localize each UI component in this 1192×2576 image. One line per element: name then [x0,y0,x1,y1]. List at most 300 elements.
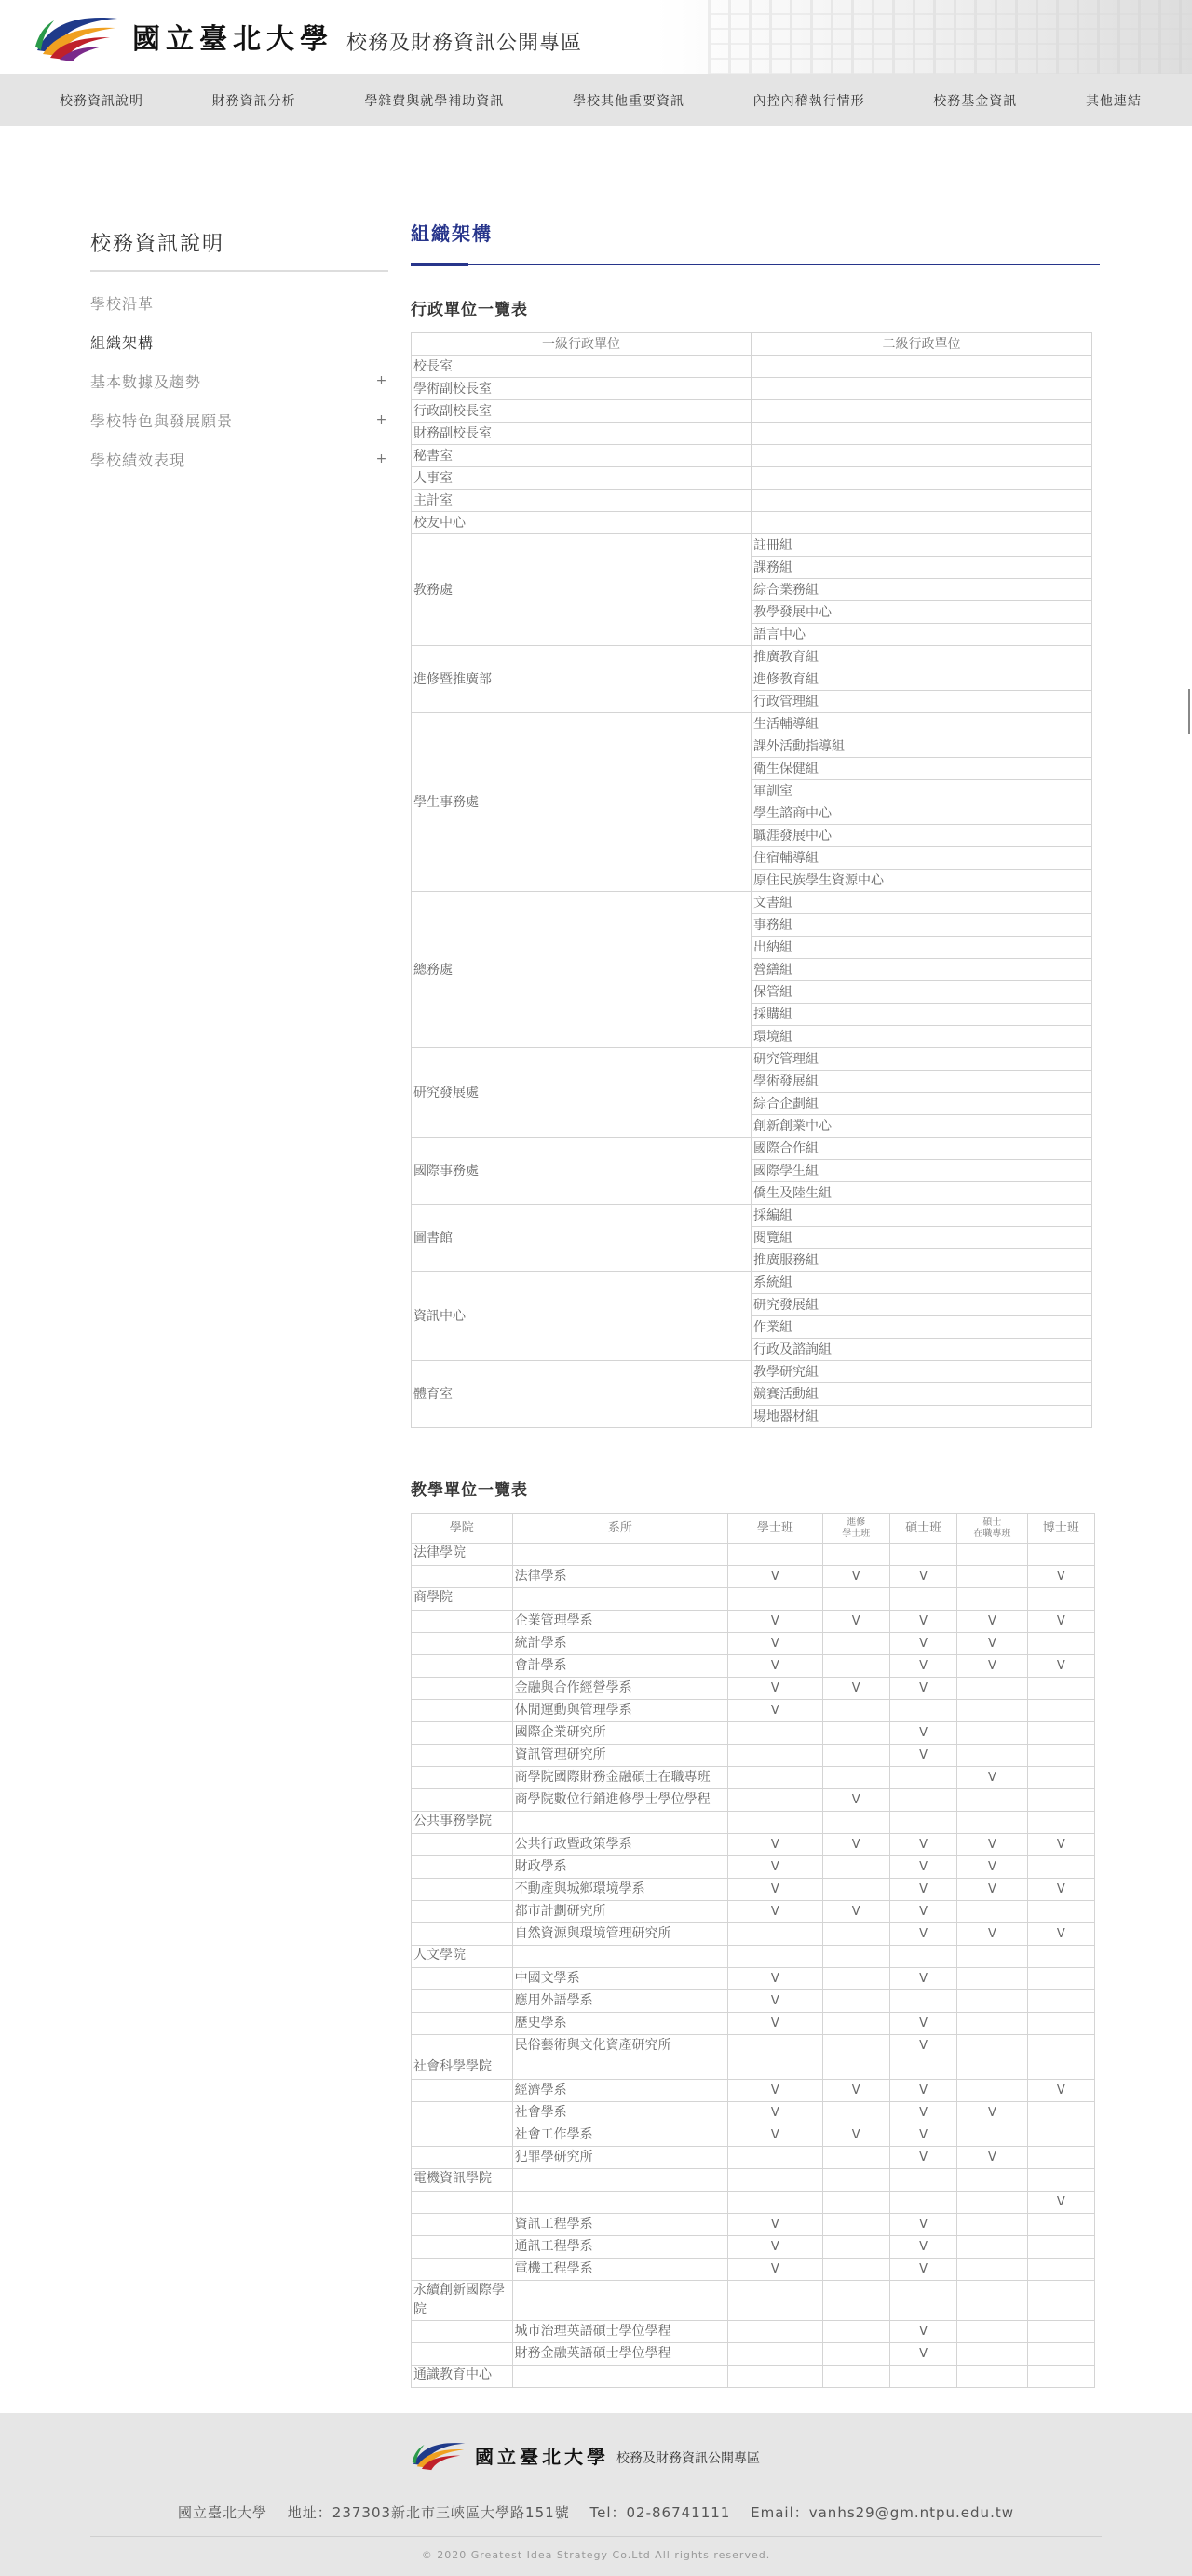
empty-cell [889,2169,956,2192]
empty-cell [412,1655,513,1678]
teaching-units-table [411,1513,1095,2388]
table-row [412,1968,1095,1990]
program-mark-1 [822,1655,889,1678]
admin-unit-name: 學生事務處 [412,713,752,892]
program-mark-3 [957,2343,1027,2366]
program-mark-4 [1027,2343,1094,2366]
college-name: 法律學院 [412,1544,513,1566]
program-mark-3 [957,2321,1027,2343]
program-mark-0 [728,1789,822,1812]
dept-name: 資訊管理研究所 [512,1745,728,1767]
program-mark-2: V [889,2214,956,2236]
admin-subunit-name: 生活輔導組 [752,713,1092,735]
site-footer [0,2413,1192,2576]
dept-name: 自然資源與環境管理研究所 [512,1923,728,1946]
dept-name: 企業管理學系 [512,1611,728,1633]
table-row [412,2102,1095,2124]
program-mark-0 [728,1923,822,1946]
table-row [412,1901,1095,1923]
site-logo[interactable] [32,9,582,63]
teach-header-2: 學士班 [728,1514,822,1544]
table-row [412,1633,1095,1655]
program-mark-3 [957,1678,1027,1700]
empty-cell [412,1767,513,1789]
program-mark-0: V [728,1901,822,1923]
admin-units-table [411,332,1092,1428]
program-mark-4 [1027,2147,1094,2169]
table-row [412,2321,1095,2343]
program-mark-4 [1027,1745,1094,1767]
program-mark-4 [1027,1767,1094,1789]
program-mark-1 [822,1633,889,1655]
empty-cell [412,1611,513,1633]
empty-cell [412,1968,513,1990]
footer-emblem-icon [410,2437,467,2473]
dept-name [512,2192,728,2214]
expand-plus-icon[interactable]: + [375,452,388,466]
dept-name: 休閒運動與管理學系 [512,1700,728,1722]
nav-item-3[interactable]: 學校其他重要資訊 [572,93,684,109]
admin-unit-name: 校長室 [412,356,752,378]
program-mark-1 [822,1990,889,2013]
program-mark-0: V [728,2259,822,2281]
table-row [412,2124,1095,2147]
admin-subunit-name [752,378,1092,400]
table-row [412,1745,1095,1767]
program-mark-0 [728,2147,822,2169]
program-mark-1 [822,2035,889,2057]
empty-cell [512,1588,728,1611]
program-mark-1: V [822,1678,889,1700]
admin-subunit-name: 國際學生組 [752,1160,1092,1182]
empty-cell [728,2366,822,2388]
main-nav [0,74,1192,126]
admin-unit-name: 體育室 [412,1361,752,1428]
program-mark-4 [1027,2035,1094,2057]
program-mark-0 [728,2192,822,2214]
sidebar-item-4[interactable] [90,439,388,479]
empty-cell [822,1946,889,1968]
dept-name: 社會工作學系 [512,2124,728,2147]
program-mark-2: V [889,1678,956,1700]
dept-name: 都市計劃研究所 [512,1901,728,1923]
program-mark-0: V [728,1700,822,1722]
teach-header-5: 碩士 在職專班 [957,1514,1027,1544]
dept-name: 公共行政暨政策學系 [512,1834,728,1856]
footer-copyright: © 2020 Greatest Idea Strategy Co.Ltd All rights reserved. [421,2549,771,2561]
empty-cell [728,2169,822,2192]
admin-unit-name: 學術副校長室 [412,378,752,400]
table-row [412,1048,1092,1071]
program-mark-1 [822,2236,889,2259]
program-mark-4: V [1027,1923,1094,1946]
sidebar [90,228,388,479]
sidebar-item-label: 學校績效表現 [90,451,186,469]
admin-subunit-name [752,445,1092,467]
dept-name: 財政學系 [512,1856,728,1879]
program-mark-0: V [728,2214,822,2236]
header-background-decoration [708,0,1192,74]
admin-subunit-name: 課務組 [752,557,1092,579]
empty-cell [822,1588,889,1611]
empty-cell [412,2013,513,2035]
table-row [412,490,1092,512]
program-mark-0: V [728,2102,822,2124]
program-mark-2: V [889,1834,956,1856]
program-mark-0: V [728,1633,822,1655]
empty-cell [412,1901,513,1923]
program-mark-4: V [1027,1655,1094,1678]
empty-cell [957,1544,1027,1566]
table-row [412,1205,1092,1227]
admin-subunit-name: 註冊組 [752,534,1092,557]
program-mark-3: V [957,2102,1027,2124]
program-mark-2: V [889,1901,956,1923]
teach-header-4: 碩士班 [889,1514,956,1544]
table-row [412,1566,1095,1588]
empty-cell [412,2147,513,2169]
admin-subunit-name: 出納組 [752,937,1092,959]
program-mark-2: V [889,1856,956,1879]
footer-divider [90,2536,1102,2537]
empty-cell [728,1588,822,1611]
program-mark-4 [1027,1901,1094,1923]
ntpu-emblem-icon [32,9,121,63]
program-mark-3 [957,2124,1027,2147]
admin-subunit-name: 行政及諮詢組 [752,1339,1092,1361]
program-mark-0: V [728,1856,822,1879]
empty-cell [412,2343,513,2366]
empty-cell [412,1700,513,1722]
empty-cell [957,1588,1027,1611]
program-mark-2: V [889,2147,956,2169]
program-mark-2 [889,1767,956,1789]
admin-subunit-name: 職涯發展中心 [752,825,1092,847]
title-underline [411,263,1100,266]
footer-title: 國立臺北大學 [475,2445,609,2468]
teach-section-title: 教學單位一覽表 [411,1481,528,1500]
program-mark-1: V [822,1901,889,1923]
empty-cell [728,2057,822,2080]
main-content [411,219,1100,2388]
dept-name: 商學院國際財務金融碩士在職專班 [512,1767,728,1789]
teach-header-0: 學院 [412,1514,513,1544]
scrollbar-thumb[interactable] [1188,689,1190,734]
table-row [412,1611,1095,1633]
college-row [412,1588,1095,1611]
nav-item-6[interactable]: 其他連結 [1085,93,1142,109]
program-mark-0: V [728,1834,822,1856]
program-mark-0: V [728,1990,822,2013]
program-mark-0: V [728,1655,822,1678]
dept-name: 商學院數位行銷進修學士學位學程 [512,1789,728,1812]
college-name: 永續創新國際學院 [412,2281,513,2321]
program-mark-0 [728,2035,822,2057]
program-mark-3: V [957,1834,1027,1856]
empty-cell [412,1745,513,1767]
program-mark-3 [957,2214,1027,2236]
site-header [0,0,1192,74]
empty-cell [889,2366,956,2388]
dept-name: 民俗藝術與文化資產研究所 [512,2035,728,2057]
empty-cell [1027,2169,1094,2192]
admin-unit-name: 主計室 [412,490,752,512]
program-mark-0: V [728,1968,822,1990]
program-mark-1 [822,1700,889,1722]
program-mark-1 [822,2102,889,2124]
program-mark-2: V [889,2102,956,2124]
program-mark-4 [1027,2013,1094,2035]
empty-cell [512,2281,728,2321]
table-row [412,2192,1095,2214]
table-row [412,646,1092,668]
program-mark-2: V [889,1745,956,1767]
empty-cell [412,1566,513,1588]
empty-cell [1027,1946,1094,1968]
program-mark-3 [957,1968,1027,1990]
table-row [412,1700,1095,1722]
empty-cell [512,2169,728,2192]
dept-name: 歷史學系 [512,2013,728,2035]
program-mark-4: V [1027,1566,1094,1588]
admin-subunit-name [752,467,1092,490]
admin-subunit-name: 推廣教育組 [752,646,1092,668]
admin-subunit-name: 學生諮商中心 [752,802,1092,825]
empty-cell [889,2281,956,2321]
program-mark-1: V [822,2080,889,2102]
table-row [412,423,1092,445]
program-mark-0: V [728,1566,822,1588]
empty-cell [957,2057,1027,2080]
admin-subunit-name: 研究發展組 [752,1294,1092,1316]
content-area [0,126,1192,2413]
table-row [412,892,1092,914]
program-mark-2: V [889,2259,956,2281]
program-mark-2: V [889,1722,956,1745]
dept-name: 社會學系 [512,2102,728,2124]
college-row [412,2057,1095,2080]
empty-cell [512,2057,728,2080]
program-mark-3 [957,2080,1027,2102]
admin-subunit-name: 教學發展中心 [752,601,1092,624]
empty-cell [957,2366,1027,2388]
admin-subunit-name: 進修教育組 [752,668,1092,691]
empty-cell [412,1789,513,1812]
program-mark-3: V [957,1767,1027,1789]
program-mark-4 [1027,1990,1094,2013]
program-mark-3 [957,1990,1027,2013]
program-mark-3: V [957,1856,1027,1879]
admin-subunit-name: 軍訓室 [752,780,1092,802]
admin-unit-name: 行政副校長室 [412,400,752,423]
program-mark-3 [957,1901,1027,1923]
admin-subunit-name: 綜合企劃組 [752,1093,1092,1115]
nav-item-1[interactable]: 財務資訊分析 [211,93,296,109]
program-mark-3 [957,2236,1027,2259]
admin-unit-name: 財務副校長室 [412,423,752,445]
program-mark-4 [1027,1856,1094,1879]
admin-subunit-name: 作業組 [752,1316,1092,1339]
sidebar-item-1[interactable] [90,322,388,361]
admin-subunit-name: 文書組 [752,892,1092,914]
empty-cell [822,2281,889,2321]
table-row [412,2147,1095,2169]
admin-section-title: 行政單位一覽表 [411,301,528,319]
program-mark-1 [822,2259,889,2281]
admin-header-level1: 一級行政單位 [412,333,752,356]
table-row [412,2343,1095,2366]
table-row [412,1834,1095,1856]
program-mark-3 [957,1566,1027,1588]
admin-unit-name: 資訊中心 [412,1272,752,1361]
table-row [412,1767,1095,1789]
program-mark-0: V [728,1678,822,1700]
empty-cell [822,1812,889,1834]
admin-unit-name: 研究發展處 [412,1048,752,1138]
program-mark-4 [1027,1633,1094,1655]
college-row [412,2169,1095,2192]
program-mark-3: V [957,1923,1027,1946]
table-row [412,1990,1095,2013]
empty-cell [822,2057,889,2080]
program-mark-4 [1027,2321,1094,2343]
table-row [412,1272,1092,1294]
admin-subunit-name: 語言中心 [752,624,1092,646]
program-mark-4 [1027,1722,1094,1745]
empty-cell [728,1946,822,1968]
admin-subunit-name: 僑生及陸生組 [752,1182,1092,1205]
teach-header-3: 進修 學士班 [822,1514,889,1544]
program-mark-4 [1027,2102,1094,2124]
empty-cell [889,2057,956,2080]
admin-subunit-name: 系統組 [752,1272,1092,1294]
program-mark-0: V [728,2124,822,2147]
empty-cell [412,1678,513,1700]
footer-logo[interactable] [410,2437,760,2473]
program-mark-2: V [889,2236,956,2259]
dept-name: 國際企業研究所 [512,1722,728,1745]
program-mark-2 [889,1789,956,1812]
program-mark-3 [957,1700,1027,1722]
admin-subunit-name: 事務組 [752,914,1092,937]
program-mark-4 [1027,1678,1094,1700]
empty-cell [728,1544,822,1566]
program-mark-0: V [728,2236,822,2259]
table-row [412,2236,1095,2259]
admin-subunit-name: 研究管理組 [752,1048,1092,1071]
program-mark-2: V [889,2080,956,2102]
site-title: 國立臺北大學 [132,23,333,56]
empty-cell [412,1990,513,2013]
footer-email[interactable]: Email：vanhs29@gm.ntpu.edu.tw [751,2504,1014,2521]
admin-subunit-name: 課外活動指導組 [752,735,1092,758]
table-row [412,2035,1095,2057]
admin-subunit-name: 國際合作組 [752,1138,1092,1160]
sidebar-item-label: 學校特色與發展願景 [90,411,234,430]
sidebar-menu [90,283,388,479]
dept-name: 電機工程學系 [512,2259,728,2281]
program-mark-4: V [1027,2080,1094,2102]
program-mark-2: V [889,1923,956,1946]
program-mark-3 [957,1789,1027,1812]
nav-item-5[interactable]: 校務基金資訊 [933,93,1018,109]
admin-subunit-name: 衛生保健組 [752,758,1092,780]
dept-name: 財務金融英語碩士學位學程 [512,2343,728,2366]
admin-subunit-name [752,512,1092,534]
admin-unit-name: 秘書室 [412,445,752,467]
table-row [412,467,1092,490]
expand-plus-icon[interactable]: + [375,412,388,427]
admin-unit-name: 國際事務處 [412,1138,752,1205]
college-row [412,1812,1095,1834]
table-row [412,1923,1095,1946]
program-mark-3 [957,2013,1027,2035]
sidebar-item-0[interactable] [90,283,388,322]
admin-unit-name: 進修暨推廣部 [412,646,752,713]
empty-cell [1027,2366,1094,2388]
admin-subunit-name: 競賽活動組 [752,1383,1092,1406]
dept-name: 會計學系 [512,1655,728,1678]
page-title: 組織架構 [411,223,493,245]
empty-cell [412,2236,513,2259]
empty-cell [512,2366,728,2388]
table-row [412,512,1092,534]
college-row [412,2281,1095,2321]
admin-subunit-name: 綜合業務組 [752,579,1092,601]
program-mark-2 [889,2192,956,2214]
nav-item-0[interactable]: 校務資訊說明 [60,93,143,109]
program-mark-0: V [728,2013,822,2035]
sidebar-item-3[interactable] [90,400,388,439]
program-mark-1 [822,1722,889,1745]
nav-item-2[interactable]: 學雜費與就學補助資訊 [364,93,505,109]
program-mark-2: V [889,1968,956,1990]
teach-header-6: 博士班 [1027,1514,1094,1544]
empty-cell [412,2259,513,2281]
college-name: 公共事務學院 [412,1812,513,1834]
empty-cell [412,1879,513,1901]
program-mark-2: V [889,2013,956,2035]
sidebar-item-2[interactable] [90,361,388,400]
program-mark-1 [822,2013,889,2035]
dept-name: 不動產與城鄉環境學系 [512,1879,728,1901]
admin-subunit-name [752,400,1092,423]
admin-unit-name: 人事室 [412,467,752,490]
program-mark-2: V [889,2343,956,2366]
empty-cell [1027,1544,1094,1566]
admin-unit-name: 總務處 [412,892,752,1048]
program-mark-4 [1027,2236,1094,2259]
program-mark-3 [957,2192,1027,2214]
empty-cell [412,1856,513,1879]
teach-header-1: 系所 [512,1514,728,1544]
table-row [412,1722,1095,1745]
empty-cell [1027,1588,1094,1611]
expand-plus-icon[interactable]: + [375,373,388,388]
program-mark-1: V [822,1834,889,1856]
admin-subunit-name: 採編組 [752,1205,1092,1227]
empty-cell [412,2124,513,2147]
program-mark-0 [728,2343,822,2366]
program-mark-3 [957,1745,1027,1767]
empty-cell [412,1923,513,1946]
program-mark-1: V [822,1789,889,1812]
empty-cell [822,1544,889,1566]
program-mark-0: V [728,1611,822,1633]
dept-name: 城市治理英語碩士學位學程 [512,2321,728,2343]
nav-item-4[interactable]: 內控內稽執行情形 [752,93,865,109]
program-mark-1 [822,2147,889,2169]
